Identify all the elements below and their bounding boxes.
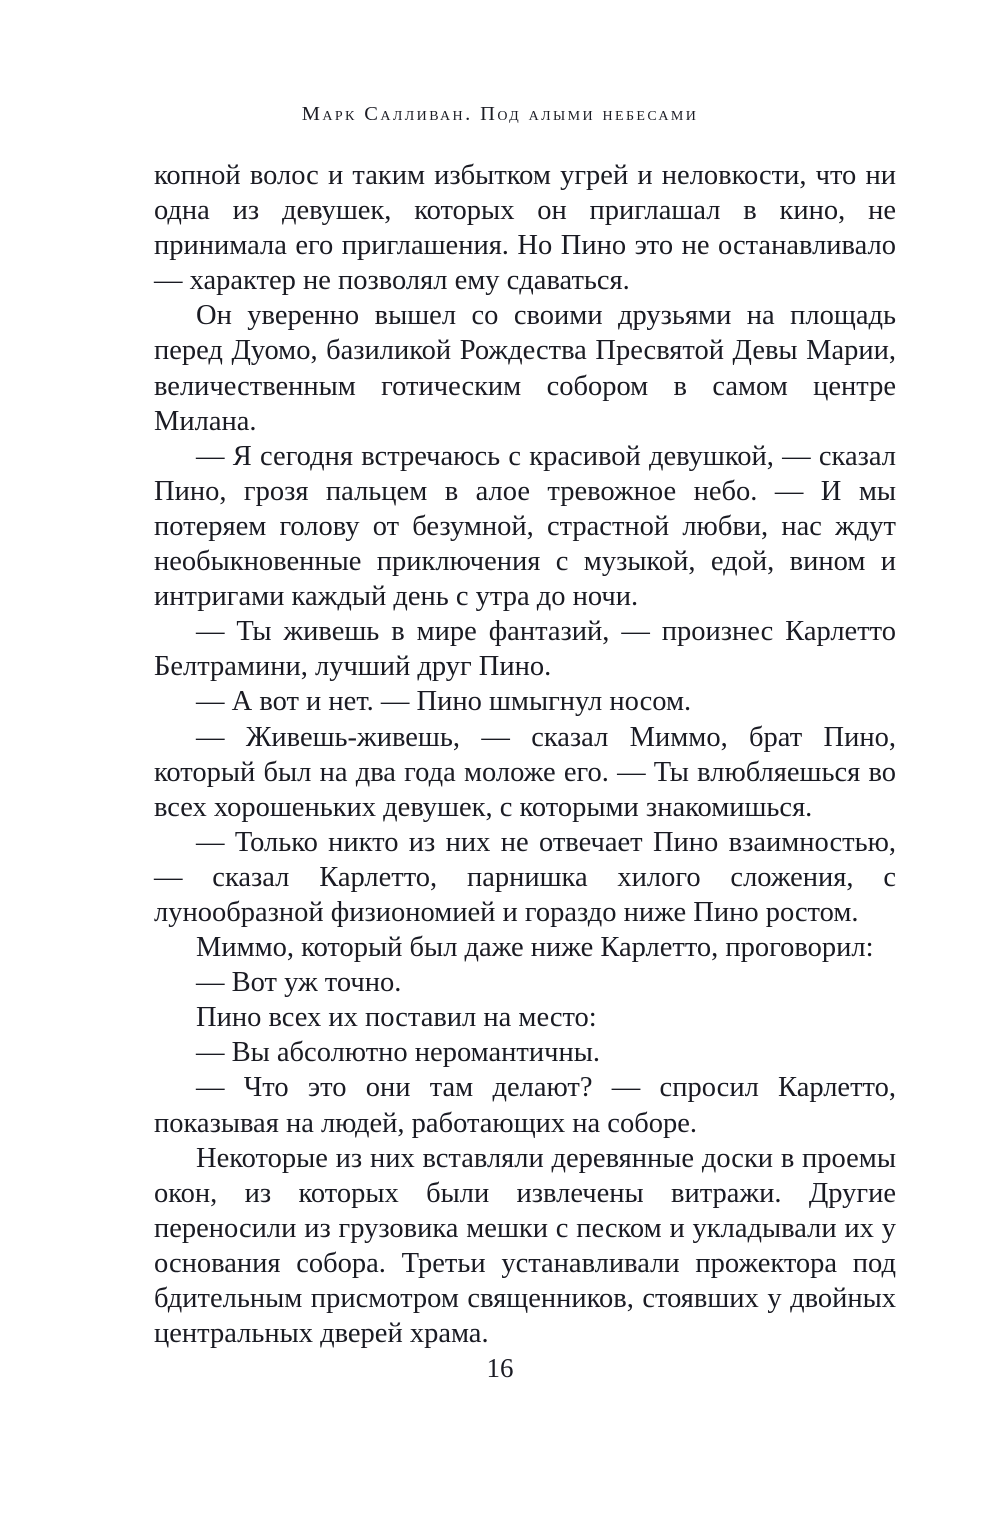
page-number: 16 (486, 1353, 514, 1383)
paragraph: — Живешь-живешь, — сказал Миммо, брат Пино, который был на два года моложе его. — Ты влюбляешься во всех хорошеньких девушек, с которыми знакомишься. (154, 721, 904, 823)
paragraph: Пино всех их поставил на место: (196, 1002, 597, 1034)
paragraph: — Я сегодня встречаюсь с красивой девушкой, — сказал Пино, грозя пальцем в алое тревожное небо. — И мы потеряем голову от безумной, страстной любви, нас ждут необыкновенные приключения с музыкой, едой, вином и интригами каждый день с утра до ночи. (154, 440, 904, 613)
paragraph: Он уверенно вышел со своими друзьями на площадь перед Дуомо, базиликой Рождества Пресвятой Девы Марии, величественным готическим собором в самом центре Милана. (154, 300, 904, 437)
running-head: Марк Салливан. Под алыми небесами (301, 103, 699, 125)
paragraph: — Вот уж точно. (196, 967, 402, 999)
paragraph: — Ты живешь в мире фантазий, — произнес Карлетто Белтрамини, лучший друг Пино. (154, 616, 904, 683)
paragraph: — Вы абсолютно неромантичны. (196, 1037, 600, 1069)
body-text-block (154, 158, 904, 1351)
paragraph: Некоторые из них вставляли деревянные доски в проемы окон, из которых были извлечены витражи. Другие переносили из грузовика мешки с песком и укладывали их у основания собора. Третьи устанавливали прожектора под бдительным присмотром священников, стоявших у двойных центральных дверей храма. (154, 1142, 904, 1350)
paragraph: — Только никто из них не отвечает Пино взаимностью, — сказал Карлетто, парнишка хилого сложения, с лунообразной физиономией и гораздо ниже Пино ростом. (154, 826, 904, 928)
paragraph: копной волос и таким избытком угрей и неловкости, что ни одна из девушек, которых он приглашал в кино, не принимала его приглашения. Но Пино это не останавливало — характер не позволял ему сдаваться. (154, 160, 904, 297)
paragraph: Миммо, который был даже ниже Карлетто, проговорил: (196, 932, 874, 964)
paragraph: — Что это они там делают? — спросил Карлетто, показывая на людей, работающих на соборе. (154, 1072, 904, 1139)
paragraph: — А вот и нет. — Пино шмыгнул носом. (196, 686, 692, 718)
